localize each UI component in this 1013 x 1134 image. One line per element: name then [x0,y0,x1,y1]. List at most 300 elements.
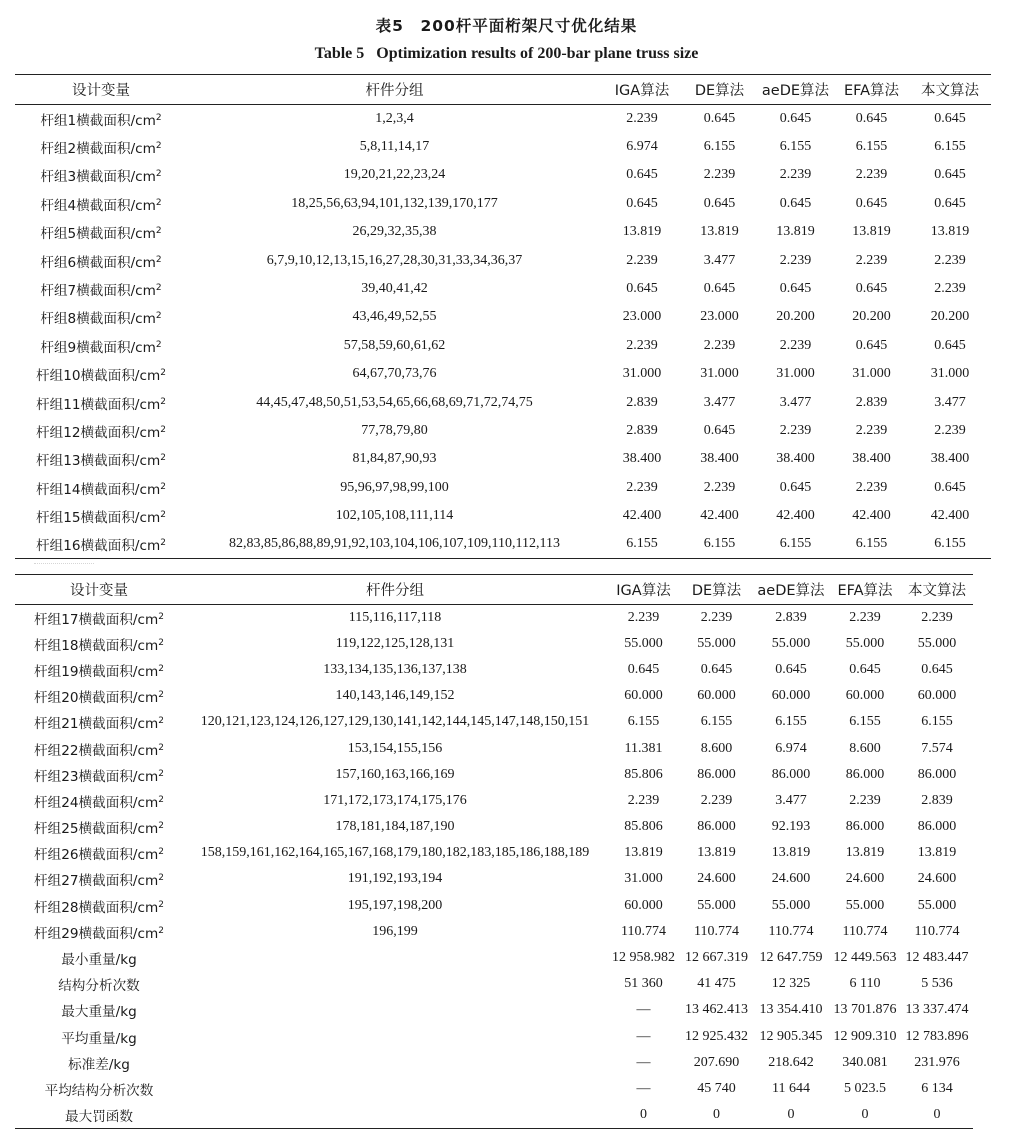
table-row [15,445,991,473]
unit-exponent: 2 [158,768,164,779]
efa-value: 20.200 [852,309,891,325]
table-row [15,275,991,303]
design-variable-cell [15,417,187,445]
table-row [15,919,973,945]
bar-group-cell: 43,46,49,52,55 [352,309,437,325]
aede-value: 0.645 [779,195,812,211]
table-row [15,866,973,892]
bar-group-cell: 119,122,125,128,131 [335,635,455,651]
proposed-value: 86.000 [917,819,957,835]
design-variable-cell [15,502,187,530]
de-value: 2.239 [703,337,736,353]
header-design-variable: 设计变量 [15,75,187,105]
de-value: 110.774 [694,923,739,939]
efa-value: 55.000 [845,897,885,913]
aede-value: 110.774 [768,923,814,939]
proposed-value: 0.645 [934,479,966,495]
iga-value: 0.645 [626,167,658,183]
design-variable-label: 杆组21横截面积/cm [34,716,159,733]
aede-value: 0.645 [779,281,812,297]
de-value: 42.400 [700,508,739,524]
iga-value: 2.239 [626,479,658,495]
unit-exponent: 2 [158,663,164,674]
unit-exponent: 2 [160,368,166,379]
design-variable-cell [15,161,187,189]
bar-group-cell: 81,84,87,90,93 [352,451,437,467]
design-variable-label: 杆组14横截面积/cm [36,481,161,498]
bar-group-cell: 77,78,79,80 [361,422,428,438]
bar-group-cell [183,1102,607,1128]
iga-value: 11.381 [624,740,663,756]
unit-exponent: 2 [158,821,164,832]
design-variable-label: 杆组20横截面积/cm [34,690,159,707]
design-variable-cell [15,893,183,919]
bar-group-cell: 64,67,70,73,76 [352,366,437,382]
table-row [15,246,991,274]
table-row [15,218,991,246]
bar-group-cell: 19,20,21,22,23,24 [343,167,446,183]
iga-value: 38.400 [622,451,662,467]
table-row [15,417,991,445]
design-variable-cell [15,971,183,997]
iga-value: 0 [640,1106,647,1122]
de-value: 2.239 [700,792,733,808]
iga-value: 2.239 [627,792,660,808]
unit-exponent: 2 [158,899,164,910]
de-value: 3.477 [703,394,736,410]
design-variable-label: 杆组29横截面积/cm [34,925,159,942]
proposed-value: 13.819 [930,224,970,240]
aede-value: 12 647.759 [759,950,823,966]
efa-value: 0.645 [855,281,888,297]
design-variable-cell [15,1024,183,1050]
aede-value: 2.239 [779,167,812,183]
aede-value: 20.200 [776,309,815,325]
unit-exponent: 2 [155,311,162,322]
design-variable-label: 杆组25横截面积/cm [34,821,159,838]
iga-value: 13.819 [622,224,662,240]
bar-group-cell [183,971,607,997]
design-variable-label: 杆组9横截面积/cm [40,339,156,356]
proposed-value: 2.239 [934,422,966,438]
efa-value: 13.819 [852,224,891,240]
aede-value: 12 325 [771,976,811,992]
bar-group-cell [183,1024,607,1050]
efa-value: 38.400 [852,451,891,467]
proposed-value: 0.645 [934,167,966,183]
iga-value: 23.000 [622,309,662,325]
unit-exponent: 2 [158,794,164,805]
aede-value: 92.193 [771,819,811,835]
design-variable-label: 杆组2横截面积/cm [40,141,156,158]
aede-value: 2.239 [779,252,812,268]
proposed-value: 55.000 [917,635,957,651]
header-aede: aeDE算法 [753,575,829,605]
table-caption-en [0,45,1013,63]
bar-group-cell: 95,96,97,98,99,100 [340,479,449,495]
table-caption-text: Optimization results of 200-bar plane truss size [376,45,699,62]
de-value: 3.477 [703,252,736,268]
results-table-part2 [15,574,973,1129]
bar-group-cell: 26,29,32,35,38 [352,224,437,240]
proposed-value: 0 [933,1106,941,1122]
iga-value: 2.239 [626,252,658,268]
efa-value: 12 449.563 [833,950,897,966]
efa-value: 0.645 [849,661,881,677]
aede-value: 24.600 [771,871,811,887]
de-value: 8.600 [700,740,733,756]
table-caption-cn: 表5 200杆平面桁架尺寸优化结果 [375,17,638,35]
unit-exponent: 2 [155,197,162,208]
design-variable-label: 杆组16横截面积/cm [36,538,161,555]
aede-value: 6.155 [779,139,812,155]
table-row [15,683,973,709]
design-variable-cell [15,735,183,761]
design-variable-cell [15,1050,183,1076]
de-value: 24.600 [697,871,736,887]
design-variable-label: 杆组17横截面积/cm [34,611,159,628]
aede-value: 13 354.410 [759,1002,823,1018]
design-variable-cell [15,105,187,133]
aede-value: 6.974 [775,740,807,756]
design-variable-cell [15,190,187,218]
aede-value: 3.477 [779,394,812,410]
proposed-value: 0.645 [934,110,966,126]
header-proposed: 本文算法 [909,75,991,105]
proposed-value: 2.839 [921,792,953,808]
bar-group-cell: 158,159,161,162,164,165,167,168,179,180,182,183,185,186,188,189 [200,845,590,861]
proposed-value: 7.574 [921,740,953,756]
proposed-value: 2.239 [921,609,953,625]
proposed-value: 6.155 [921,714,953,730]
design-variable-label: 标准差/kg [68,1056,130,1073]
aede-value: 31.000 [776,366,815,382]
aede-value: 0.645 [779,110,812,126]
aede-value: 0.645 [779,479,812,495]
bar-group-cell: 133,134,135,136,137,138 [323,661,467,677]
efa-value: 2.239 [855,422,888,438]
design-variable-cell [15,631,183,657]
aede-value: 55.000 [771,897,811,913]
iga-value: 60.000 [624,897,663,913]
aede-value: 6.155 [775,714,807,730]
header-proposed: 本文算法 [901,575,973,605]
bar-group-cell: 39,40,41,42 [361,281,428,297]
design-variable-cell [15,303,187,331]
aede-value: 12 905.345 [759,1028,823,1044]
header-efa: EFA算法 [834,75,909,105]
de-value: 38.400 [700,451,739,467]
table-row [15,893,973,919]
de-value: 0.645 [703,195,736,211]
iga-value: 55.000 [624,635,663,651]
de-value: 13.819 [700,224,739,240]
design-variable-cell [15,762,183,788]
proposed-value: 231.976 [914,1054,960,1070]
proposed-value: 42.400 [930,508,970,524]
table-row [15,360,991,388]
design-variable-label: 平均重量/kg [61,1030,137,1047]
table-row [15,190,991,218]
bar-group-cell: 57,58,59,60,61,62 [343,337,446,353]
efa-value: 12 909.310 [833,1028,897,1044]
efa-value: 13 701.876 [833,1002,897,1018]
de-value: 86.000 [697,766,736,782]
design-variable-cell [15,788,183,814]
bar-group-cell: 171,172,173,174,175,176 [323,792,467,808]
table-row [15,814,973,840]
iga-value: 110.774 [621,923,666,939]
bar-group-cell: 157,160,163,166,169 [335,766,455,782]
proposed-value: 0.645 [921,661,953,677]
design-variable-label: 杆组26横截面积/cm [34,847,159,864]
table-row [15,945,973,971]
design-variable-label: 杆组1横截面积/cm [40,112,156,129]
efa-value: 6 110 [849,976,881,992]
table-row [15,605,973,631]
design-variable-label: 杆组5横截面积/cm [40,226,156,243]
proposed-value: 6.155 [934,536,966,552]
iga-value: 2.239 [626,110,658,126]
design-variable-cell [15,840,183,866]
unit-exponent: 2 [158,925,164,936]
table-row [15,735,973,761]
design-variable-label: 杆组3横截面积/cm [40,169,156,186]
iga-value: 2.239 [627,609,660,625]
aede-value: 6.155 [779,536,812,552]
design-variable-cell [15,530,187,558]
results-table-part1 [15,74,991,559]
design-variable-cell [15,388,187,416]
design-variable-label: 平均结构分析次数 [44,1082,154,1099]
table-row [15,530,991,558]
unit-exponent: 2 [158,847,164,858]
de-value: 13.819 [697,845,736,861]
design-variable-label: 杆组13横截面积/cm [36,453,161,470]
proposed-value: 12 783.896 [905,1028,969,1044]
design-variable-label: 杆组6横截面积/cm [40,254,156,271]
aede-value: 0.645 [775,661,807,677]
table-row [15,1050,973,1076]
unit-exponent: 2 [160,424,166,435]
design-variable-cell [15,1076,183,1102]
header-de: DE算法 [682,75,757,105]
unit-exponent: 2 [155,283,162,294]
design-variable-cell [15,332,187,360]
design-variable-label: 杆组23横截面积/cm [34,768,159,785]
efa-value: 86.000 [845,819,885,835]
de-value: 2.239 [703,479,736,495]
de-value: 207.690 [693,1054,740,1070]
design-variable-cell [15,275,187,303]
unit-exponent: 2 [158,873,164,884]
iga-value: 85.806 [624,819,663,835]
proposed-value: 2.239 [934,252,966,268]
design-variable-cell [15,605,183,631]
de-value: 6.155 [703,139,736,155]
design-variable-label: 最小重量/kg [61,952,137,969]
table-row [15,657,973,683]
header-design-variable: 设计变量 [15,575,183,605]
bar-group-cell: 196,199 [372,923,418,939]
proposed-value: 31.000 [930,366,970,382]
aede-value: 13.819 [771,845,811,861]
proposed-value: 2.239 [934,281,966,297]
efa-value: 24.600 [845,871,885,887]
design-variable-label: 杆组10横截面积/cm [36,368,161,385]
aede-value: 60.000 [771,688,811,704]
aede-value: 2.839 [775,609,807,625]
bar-group-cell: 195,197,198,200 [347,897,443,913]
proposed-value: 0.645 [934,195,966,211]
aede-value: 2.239 [779,422,812,438]
table-row [15,1024,973,1050]
unit-exponent: 2 [160,453,166,464]
bar-group-cell: 191,192,193,194 [347,871,443,887]
header-aede: aeDE算法 [757,75,834,105]
efa-value: 60.000 [845,688,885,704]
proposed-value: 0.645 [934,337,966,353]
de-value: 55.000 [697,635,736,651]
design-variable-label: 最大重量/kg [61,1004,137,1021]
iga-value: — [636,1054,651,1070]
iga-value: 2.839 [626,394,658,410]
table-row [15,840,973,866]
de-value: 6.155 [703,536,736,552]
aede-value: 55.000 [771,635,811,651]
de-value: 12 667.319 [685,950,748,966]
table-row [15,709,973,735]
bar-group-cell: 140,143,146,149,152 [335,688,455,704]
proposed-value: 6 134 [921,1080,953,1096]
proposed-value: 110.774 [914,923,960,939]
unit-exponent: 2 [155,169,162,180]
table-row [15,502,991,530]
iga-value: — [636,1002,651,1018]
iga-value: 6.155 [626,536,658,552]
aede-value: 218.642 [768,1054,814,1070]
aede-value: 3.477 [775,792,807,808]
iga-value: 13.819 [624,845,663,861]
unit-exponent: 2 [155,254,162,265]
design-variable-label: 杆组11横截面积/cm [36,396,161,413]
bar-group-cell: 153,154,155,156 [347,740,443,756]
bar-group-cell: 115,116,117,118 [348,609,442,625]
de-value: 45 740 [697,1080,736,1096]
design-variable-cell [15,657,183,683]
iga-value: 6.155 [627,714,660,730]
iga-value: 2.839 [626,422,658,438]
unit-exponent: 2 [158,716,164,727]
table-header-row [15,575,973,605]
de-value: 31.000 [700,366,739,382]
de-value: 60.000 [697,688,736,704]
bar-group-cell: 18,25,56,63,94,101,132,139,170,177 [291,195,498,211]
aede-value: 2.239 [779,337,812,353]
iga-value: — [636,1028,651,1044]
proposed-value: 24.600 [917,871,957,887]
unit-exponent: 2 [155,226,162,237]
design-variable-label: 杆组4横截面积/cm [40,197,156,214]
efa-value: 2.839 [855,394,888,410]
design-variable-cell [15,133,187,161]
efa-value: 2.239 [855,252,888,268]
iga-value: — [636,1080,651,1096]
table-row [15,474,991,502]
de-value: 55.000 [697,897,736,913]
proposed-value: 13.819 [917,845,957,861]
iga-value: 0.645 [626,281,658,297]
de-value: 2.239 [703,167,736,183]
table-row [15,105,991,133]
design-variable-cell [15,246,187,274]
proposed-value: 12 483.447 [905,950,969,966]
design-variable-label: 最大罚函数 [65,1108,133,1125]
bar-group-cell: 102,105,108,111,114 [335,508,454,524]
proposed-value: 20.200 [930,309,970,325]
efa-value: 6.155 [849,714,881,730]
de-value: 0.645 [703,110,736,126]
design-variable-label: 杆组28横截面积/cm [34,899,159,916]
design-variable-cell [15,866,183,892]
efa-value: 0 [861,1106,869,1122]
unit-exponent: 2 [160,510,166,521]
iga-value: 12 958.982 [612,950,675,966]
de-value: 0.645 [703,281,736,297]
design-variable-label: 杆组7横截面积/cm [40,283,156,300]
efa-value: 31.000 [852,366,891,382]
efa-value: 5 023.5 [844,1080,886,1096]
table-row [15,997,973,1023]
unit-exponent: 2 [158,611,164,622]
iga-value: 0.645 [626,195,658,211]
bar-group-cell [183,1076,607,1102]
design-variable-label: 杆组8横截面积/cm [40,311,156,328]
de-value: 12 925.432 [685,1028,748,1044]
bar-group-cell [183,945,607,971]
table-row [15,1102,973,1128]
efa-value: 6.155 [855,139,888,155]
de-value: 2.239 [700,609,733,625]
header-bar-group: 杆件分组 [187,75,602,105]
efa-value: 110.774 [842,923,888,939]
aede-value: 42.400 [776,508,815,524]
de-value: 0.645 [703,422,736,438]
table-row [15,762,973,788]
header-efa: EFA算法 [829,575,901,605]
unit-exponent: 2 [158,690,164,701]
design-variable-cell [15,709,183,735]
efa-value: 6.155 [855,536,888,552]
design-variable-cell [15,814,183,840]
iga-value: 6.974 [626,139,658,155]
bar-group-cell: 178,181,184,187,190 [335,819,455,835]
iga-value: 51 360 [624,976,663,992]
header-iga: IGA算法 [602,75,682,105]
bar-group-cell [183,1050,607,1076]
efa-value: 86.000 [845,766,885,782]
efa-value: 8.600 [849,740,881,756]
design-variable-cell [15,1102,183,1128]
table-row [15,788,973,814]
design-variable-cell [15,360,187,388]
iga-value: 2.239 [626,337,658,353]
table-row [15,631,973,657]
efa-value: 2.239 [849,792,881,808]
aede-value: 11 644 [772,1080,810,1096]
proposed-value: 6.155 [934,139,966,155]
iga-value: 31.000 [622,366,662,382]
